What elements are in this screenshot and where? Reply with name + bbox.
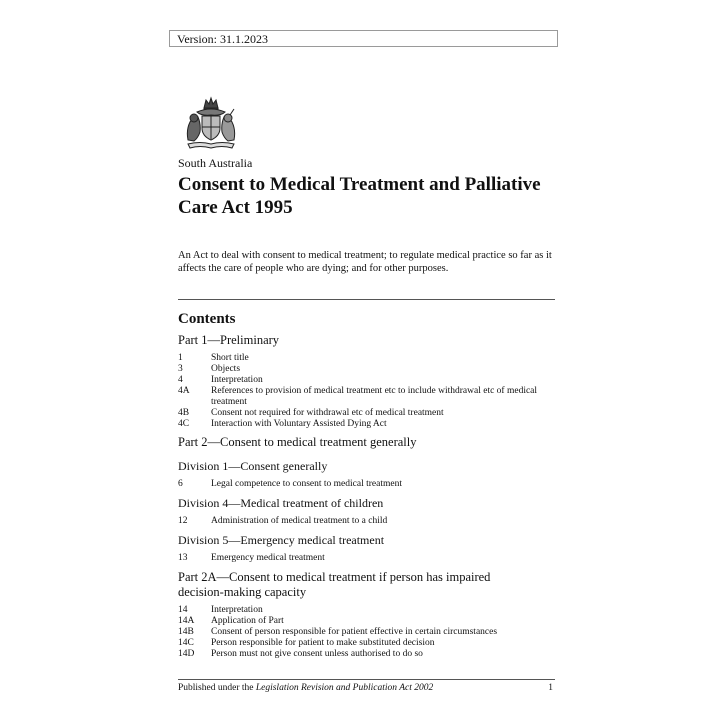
toc-part-heading[interactable]: Part 2—Consent to medical treatment generally — [178, 435, 417, 449]
section-number: 12 — [178, 516, 188, 526]
toc-division-heading[interactable]: Division 1—Consent generally — [178, 459, 328, 473]
toc-entry[interactable] — [178, 605, 558, 616]
toc-division-heading[interactable]: Division 4—Medical treatment of children — [178, 496, 384, 510]
act-title: Consent to Medical Treatment and Palliative Care Act 1995 — [178, 174, 541, 218]
section-number: 14C — [178, 638, 194, 648]
section-number: 13 — [178, 553, 188, 563]
section-title: References to provision of medical treatment etc to include withdrawal etc of medical treatment — [211, 386, 538, 407]
toc-entry[interactable] — [178, 553, 558, 564]
section-title: Person must not give consent unless authorised to do so — [211, 649, 423, 659]
toc-entry[interactable] — [178, 364, 558, 375]
section-number: 14B — [178, 627, 194, 637]
section-title: Short title — [211, 353, 249, 363]
toc-entry[interactable] — [178, 375, 558, 386]
section-title: Consent not required for withdrawal etc of medical treatment — [211, 408, 444, 418]
toc-entry[interactable] — [178, 353, 558, 364]
table-of-contents — [178, 333, 558, 660]
toc-part-heading[interactable]: Part 1—Preliminary — [178, 333, 280, 347]
section-number: 6 — [178, 479, 183, 489]
toc-entry[interactable] — [178, 408, 558, 419]
section-number: 4C — [178, 419, 190, 429]
toc-entry[interactable] — [178, 627, 558, 638]
contents-heading: Contents — [178, 311, 236, 327]
section-title: Legal competence to consent to medical treatment — [211, 479, 402, 489]
section-title: Interaction with Voluntary Assisted Dying Act — [211, 419, 387, 429]
section-number: 14D — [178, 649, 195, 659]
toc-part-heading[interactable]: Part 2A—Consent to medical treatment if person has impaired decision-making capacity — [178, 570, 491, 599]
section-number: 4B — [178, 408, 190, 418]
section-number: 4 — [178, 375, 183, 385]
page-footer — [178, 683, 555, 693]
section-number: 14 — [178, 605, 188, 615]
section-title: Emergency medical treatment — [211, 553, 325, 563]
footer-published-text: Published under the — [178, 683, 256, 693]
footer-act-name: Legislation Revision and Publication Act 2002 — [255, 683, 434, 693]
page-number: 1 — [548, 683, 553, 693]
section-title: Administration of medical treatment to a child — [211, 516, 388, 526]
toc-division-heading[interactable]: Division 5—Emergency medical treatment — [178, 533, 385, 547]
jurisdiction-label: South Australia — [178, 156, 253, 170]
divider — [178, 299, 555, 300]
toc-entry[interactable] — [178, 616, 558, 627]
coat-of-arms-icon — [180, 94, 242, 150]
toc-entry[interactable] — [178, 479, 558, 490]
toc-entry[interactable] — [178, 516, 558, 527]
section-title: Interpretation — [211, 375, 263, 385]
version-label: Version: 31.1.2023 — [169, 30, 558, 47]
toc-entry[interactable] — [178, 638, 558, 649]
section-number: 14A — [178, 616, 195, 626]
toc-entry[interactable] — [178, 386, 558, 408]
section-number: 3 — [178, 364, 183, 374]
section-title: Consent of person responsible for patient effective in certain circumstances — [211, 627, 498, 637]
toc-entry[interactable] — [178, 649, 558, 660]
section-number: 1 — [178, 353, 183, 363]
footer-divider — [178, 679, 555, 680]
toc-entry[interactable] — [178, 419, 558, 430]
section-title: Interpretation — [211, 605, 263, 615]
section-title: Person responsible for patient to make substituted decision — [211, 638, 435, 648]
long-title: An Act to deal with consent to medical treatment; to regulate medical practice so far as it affects the care of people who are dying; and for other purposes. — [178, 250, 552, 274]
section-title: Objects — [211, 364, 241, 374]
section-title: Application of Part — [211, 616, 284, 626]
section-number: 4A — [178, 386, 190, 396]
